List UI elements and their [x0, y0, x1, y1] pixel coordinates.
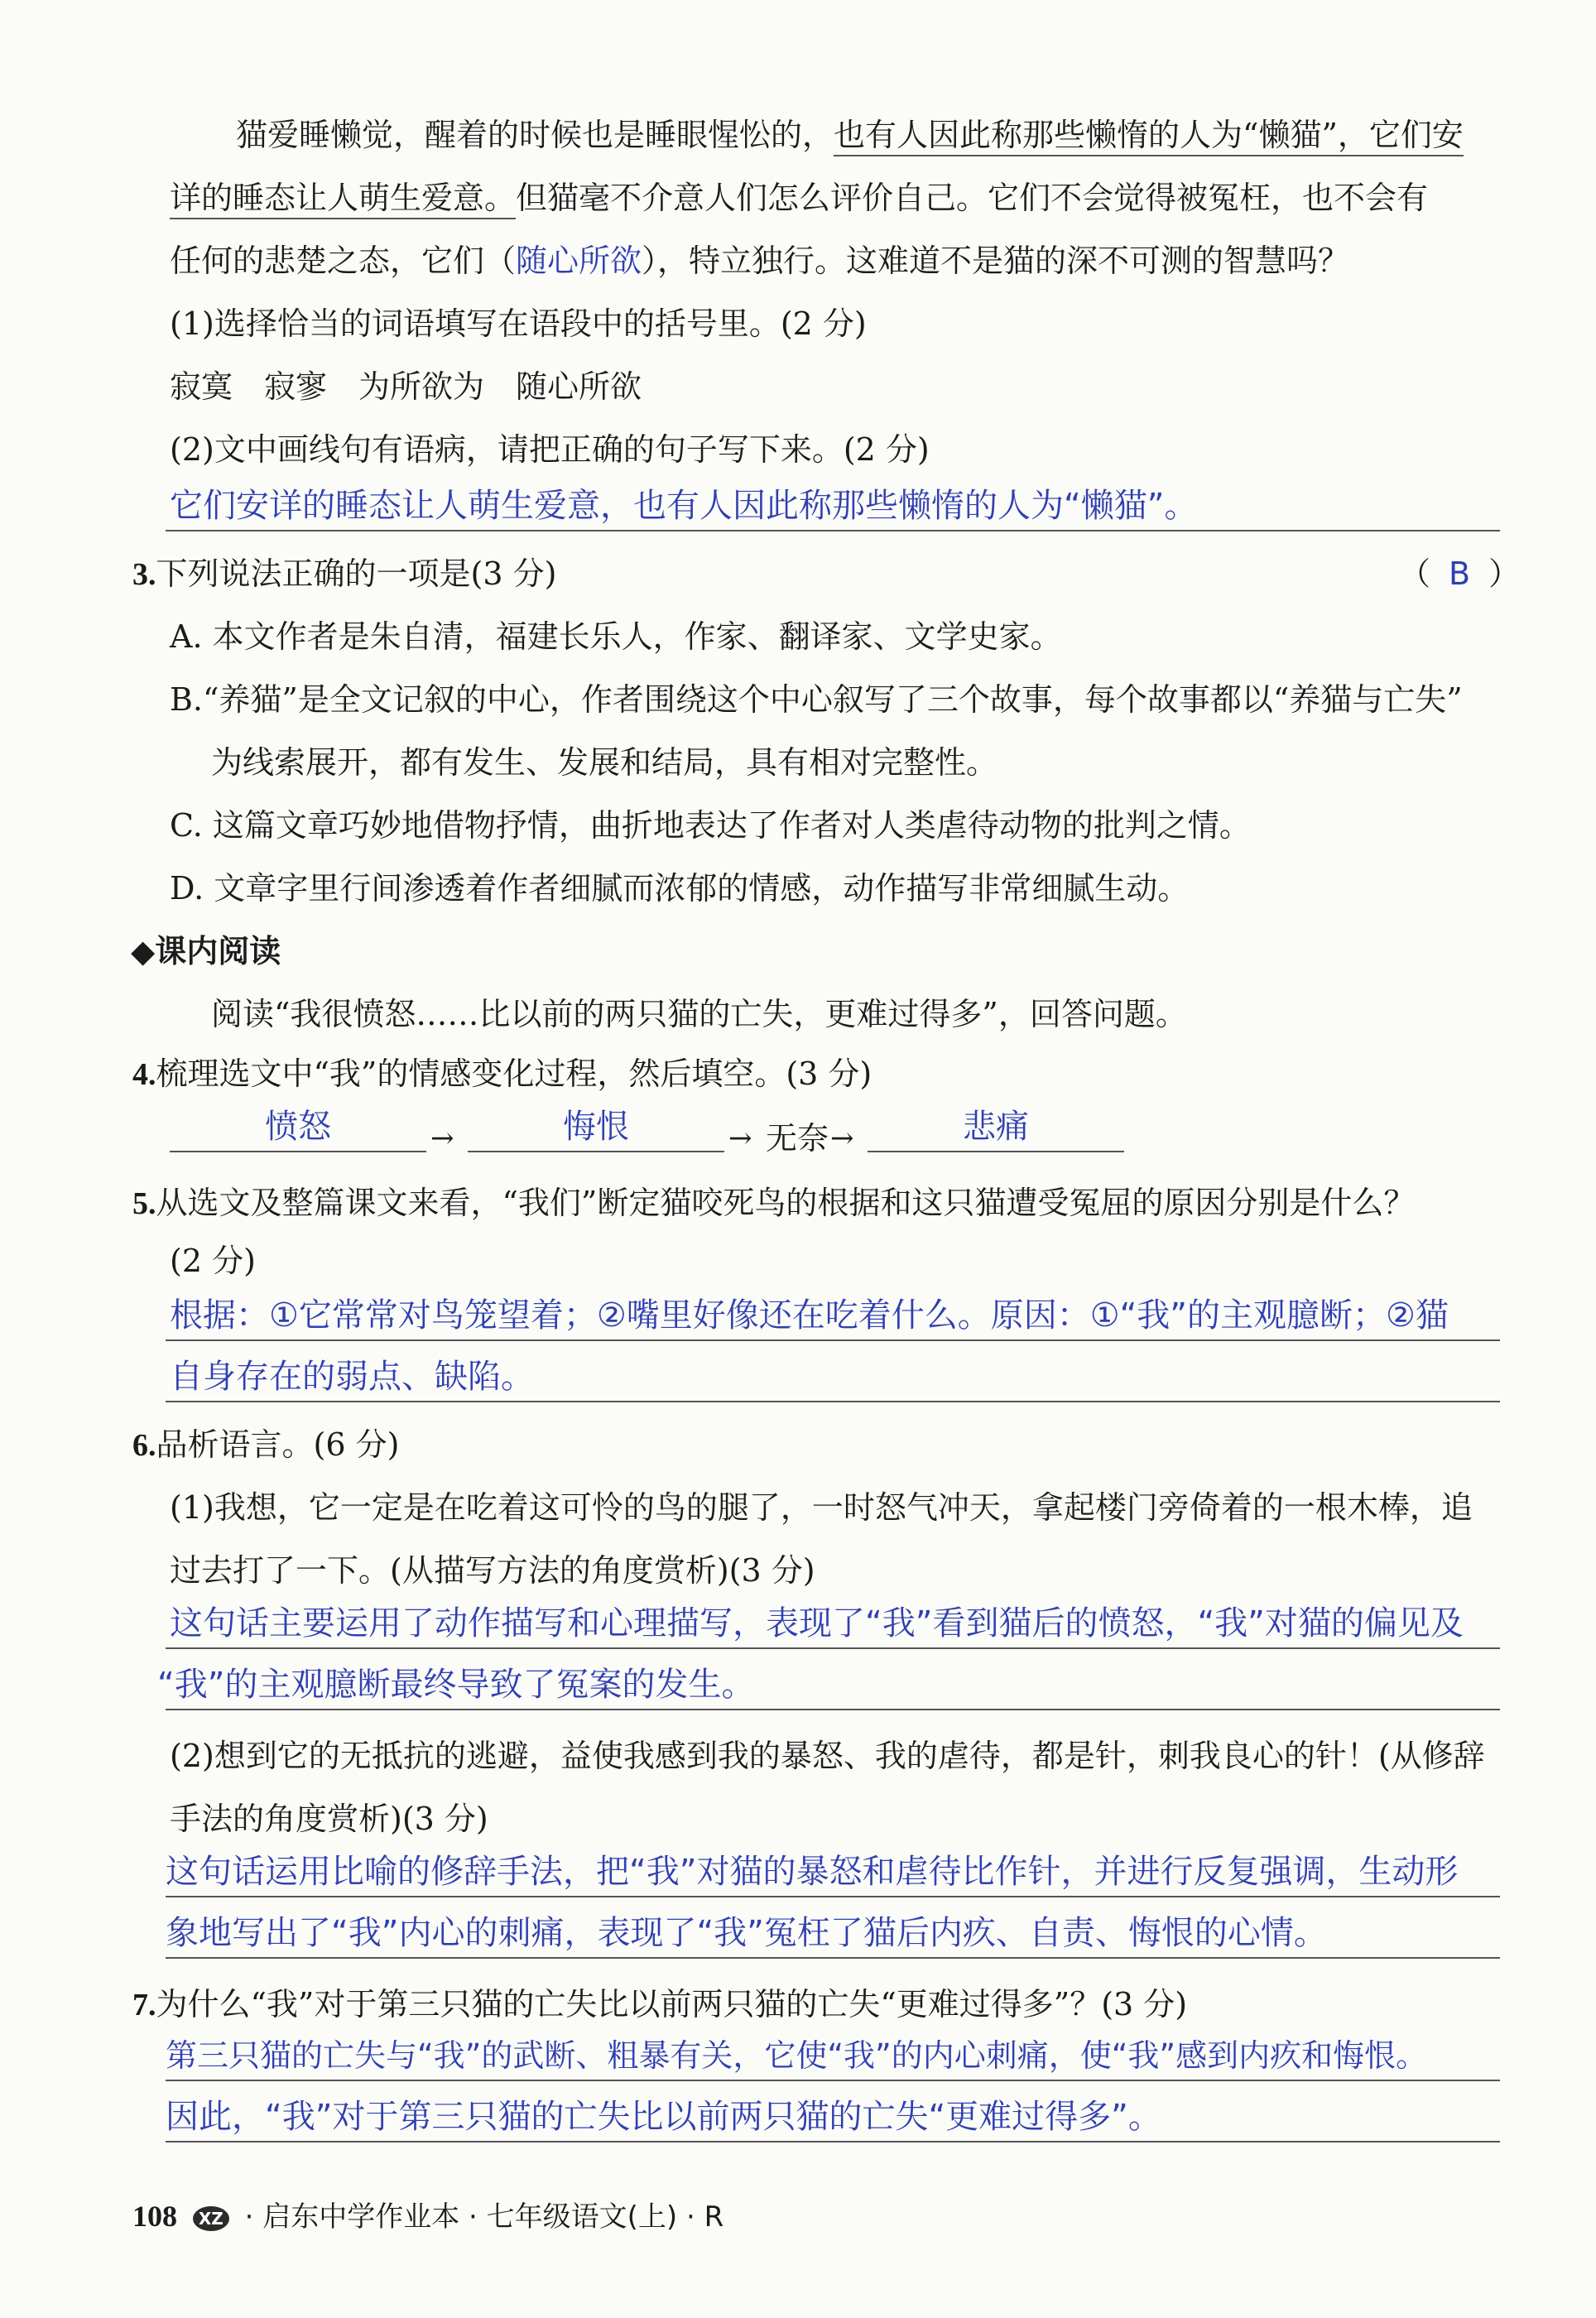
passage-text: 任何的悲楚之态，它们（	[170, 243, 517, 279]
answer-rule	[166, 530, 1500, 531]
flow-fixed-step: 无奈	[766, 1120, 829, 1157]
question-number: 7.	[132, 1988, 156, 2022]
passage-line-2	[170, 177, 1428, 219]
option-a: A. 本文作者是朱自清，福建长乐人，作家、翻译家、文学史家。	[170, 618, 1062, 655]
question-prompt: 梳理选文中“我”的情感变化过程，然后填空。(3 分)	[156, 1056, 873, 1092]
flow-answer-1: 愤怒	[265, 1108, 331, 1146]
question-prompt: 下列说法正确的一项是(3 分)	[156, 555, 557, 592]
q5-answer-line-1: 根据：①它常常对鸟笼望着；②嘴里好像还在吃着什么。原因：①“我”的主观臆断；②猫	[170, 1296, 1449, 1335]
q7-answer-line-1: 第三只猫的亡失与“我”的武断、粗暴有关，它使“我”的内心刺痛，使“我”感到内疚和悔恨。	[166, 2037, 1428, 2074]
flow-blank-2	[468, 1151, 724, 1152]
passage-line-3	[170, 240, 1349, 281]
q6-sub1-line-2: 过去打了一下。(从描写方法的角度赏析)(3 分)	[170, 1552, 815, 1589]
q6-sub1-answer-1: 这句话主要运用了动作描写和心理描写，表现了“我”看到猫后的愤怒，“我”对猫的偏见及	[170, 1604, 1464, 1642]
question-number: 3.	[132, 557, 156, 592]
q6-sub1-answer-2: “我”的主观臆断最终导致了冤案的发生。	[157, 1666, 755, 1704]
page-number: 108	[132, 2200, 177, 2233]
question-prompt: 为什么“我”对于第三只猫的亡失比以前两只猫的亡失“更难过得多”？(3 分)	[156, 1986, 1188, 2022]
underlined-sentence: 详的睡态让人萌生爱意。	[170, 180, 516, 219]
option-b-line-2: 为线索展开，都有发生、发展和结局，具有相对完整性。	[211, 744, 998, 781]
question-5	[132, 1182, 1415, 1224]
q6-sub1-line-1: (1)我想，它一定是在吃着这可怜的鸟的腿了，一时怒气冲天，拿起楼门旁倚着的一根木棒，追	[170, 1489, 1473, 1526]
flow-answer-2: 悔恨	[563, 1108, 629, 1146]
sub2-prompt: (2)文中画线句有语病，请把正确的句子写下来。(2 分)	[170, 431, 930, 468]
answer-rule	[166, 2080, 1500, 2081]
answer-rule	[166, 1709, 1500, 1710]
q6-sub2-answer-1: 这句话运用比喻的修辞手法，把“我”对猫的暴怒和虐待比作针，并进行反复强调，生动形	[166, 1853, 1459, 1891]
answer-rule	[166, 1896, 1500, 1897]
passage-text: 但猫毫不介意人们怎么评价自己。它们不会觉得被冤枉，也不会有	[516, 180, 1429, 216]
passage-text: 猫爱睡懒觉，醒着的时候也是睡眼惺忪的，	[236, 117, 834, 153]
answer-rule	[166, 2141, 1500, 2142]
question-number: 5.	[132, 1186, 156, 1221]
book-title: · 启东中学作业本 · 七年级语文(上) · R	[244, 2200, 724, 2234]
answer-rule	[166, 1401, 1500, 1402]
question-number: 4.	[132, 1057, 156, 1092]
option-c: C. 这篇文章巧妙地借物抒情，曲折地表达了作者对人类虐待动物的批判之情。	[170, 807, 1251, 844]
sub1-prompt: (1)选择恰当的词语填写在语段中的括号里。(2 分)	[170, 305, 867, 342]
q6-sub2-answer-2: 象地写出了“我”内心的刺痛，表现了“我”冤枉了猫后内疚、自责、悔恨的心情。	[166, 1914, 1327, 1952]
fill-blank-answer: 随心所欲	[516, 243, 642, 279]
paren-open: （	[1399, 555, 1431, 592]
option-d: D. 文章字里行间渗透着作者细腻而浓郁的情感，动作描写非常细腻生动。	[170, 870, 1190, 907]
question-4	[132, 1053, 872, 1095]
question-prompt: 从选文及整篇课文来看，“我们”断定猫咬死鸟的根据和这只猫遭受冤屈的原因分别是什么？	[156, 1185, 1416, 1221]
passage-text: ），特立独行。这难道不是猫的深不可测的智慧吗？	[642, 243, 1350, 279]
answer-rule	[166, 1647, 1500, 1649]
question-prompt: 品析语言。(6 分)	[156, 1426, 400, 1463]
q7-answer-line-2: 因此，“我”对于第三只猫的亡失比以前两只猫的亡失“更难过得多”。	[166, 2098, 1161, 2136]
section-heading: ◆课内阅读	[131, 933, 281, 969]
underlined-sentence: 也有人因此称那些懒惰的人为“懒猫”，它们安	[834, 117, 1464, 156]
question-3	[132, 553, 556, 595]
reading-instruction: 阅读“我很愤怒……比以前的两只猫的亡失，更难过得多”，回答问题。	[211, 996, 1187, 1032]
arrow-icon: →	[728, 1122, 752, 1155]
paren-close: ）	[1488, 555, 1521, 592]
question-7	[132, 1984, 1187, 2026]
arrow-icon: →	[430, 1122, 454, 1155]
passage-line-1	[236, 114, 1464, 156]
sub1-options: 寂寞 寂寥 为所欲为 随心所欲	[170, 368, 642, 405]
answer-rule	[166, 1957, 1500, 1959]
answer-rule	[166, 1339, 1500, 1341]
q6-sub2-line-2: 手法的角度赏析)(3 分)	[170, 1801, 488, 1837]
arrow-icon: →	[830, 1122, 854, 1155]
flow-answer-3: 悲痛	[963, 1108, 1029, 1146]
option-b-line-1: B.“养猫”是全文记叙的中心，作者围绕这个中心叙写了三个故事，每个故事都以“养猫与亡失”	[170, 681, 1463, 718]
q6-sub2-line-1: (2)想到它的无抵抗的逃避，益使我感到我的暴怒、我的虐待，都是针，刺我良心的针！(从修辞	[170, 1738, 1485, 1774]
sub2-answer: 它们安详的睡态让人萌生爱意，也有人因此称那些懒惰的人为“懒猫”。	[170, 487, 1198, 525]
page-footer	[132, 2195, 723, 2238]
question-number: 6.	[132, 1428, 156, 1463]
q5-prompt-cont: (2 分)	[170, 1243, 256, 1279]
flow-blank-1	[170, 1151, 426, 1152]
flow-blank-3	[868, 1151, 1124, 1152]
question-6	[132, 1424, 399, 1466]
publisher-logo-icon: XZ	[193, 2206, 229, 2231]
q3-answer: B	[1449, 555, 1471, 592]
q3-answer-paren	[1399, 553, 1520, 594]
q5-answer-line-2: 自身存在的弱点、缺陷。	[170, 1358, 534, 1396]
